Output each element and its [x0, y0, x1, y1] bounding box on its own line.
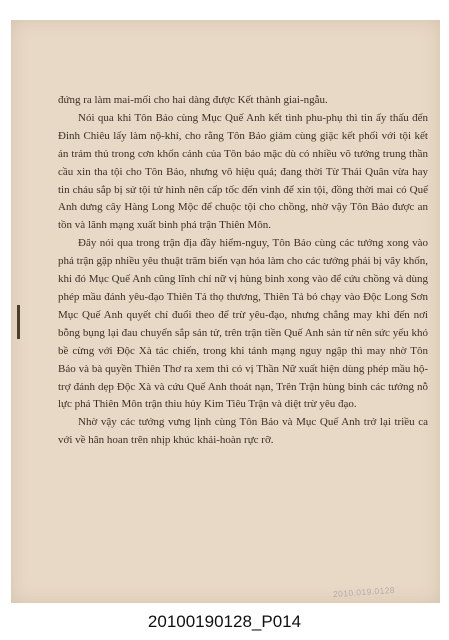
- body-text: [58, 92, 428, 450]
- paragraph-3: Đây nói qua trong trận địa đầy hiểm-nguy, Tôn Bảo cùng các tướng xong vào phá trận gặp nhiều yêu thuật trăm biến vạn hóa làm cho các tướng phải bị vây khốn, khi đó Mục Quế Anh cũng lĩnh chỉ nữ vị hùng binh xong vào để cứu chồng và dùng phép mầu đánh yêu-đạo Thiên Tả thọ thương, Thiên Tả bỏ chạy vào Độc Long Sơn Mục Quế Anh quyết chí đuổi theo để trừ yêu-đạo, nhưng chẳng may khi đến nơi bỗng bụng lại đau chuyển sắp sản tử, trên trận tiền Quế Anh sản từ nên sức yếu khó bề cừng với Độc Xà tác chiến, trong khi tánh mạng nguy ngập thì may nhờ Tôn Bảo và bà quyền Thiên Thơ ra xem thì có vị Thần Nữ xuất hiện dùng phép mầu hộ-trợ đánh dẹp Độc Xà và cứu Quế Anh thoát nạn, Trên Trận hùng binh các tướng nỗ lực phá Thiên Môn trận thiu hủy Kim Tiêu Trận và diệt trừ yêu đạo.: [58, 237, 428, 411]
- binding-mark: [17, 305, 20, 339]
- document-page: [11, 20, 440, 603]
- handwritten-catalog-note: 2010.019.0128: [332, 584, 396, 600]
- paragraph-1: đứng ra làm mai-mối cho hai dàng được Kết thành giai-ngẫu.: [58, 94, 328, 106]
- paragraph-4: Nhờ vậy các tướng vưng lịnh cùng Tôn Bảo và Mục Quế Anh trở lại triều ca với về hân hoan trên nhịp khúc khải-hoàn rực rỡ.: [58, 416, 428, 447]
- image-caption: 20100190128_P014: [147, 612, 302, 631]
- paragraph-2: Nói qua khi Tôn Bảo cùng Mục Quế Anh kết tình phu-phụ thì tin ấy thấu đến Đinh Chiêu lấy làm nộ-khí, cho rằng Tôn Bảo giảm cùng giặc kết phối với tội kết án trảm thủ trong cơn khốn cảnh của Tôn bảo mặc dù có nhiều võ tướng trung thần cầu xin tha tội cho Tôn Bảo, nhưng vô hiệu quả; đang thời Từ Thái Quân vừa hay tin cháu sắp bị sử tội tử hình nên cấp tốc đến vinh để xin tội, đồng thời mai có Quế Anh dưng cây Hàng Long Mộc để chuộc tội cho chồng, nhờ vậy Tôn Bảo được an tồn và lãnh mạng xuất binh phá trận Thiên Môn.: [58, 111, 428, 232]
